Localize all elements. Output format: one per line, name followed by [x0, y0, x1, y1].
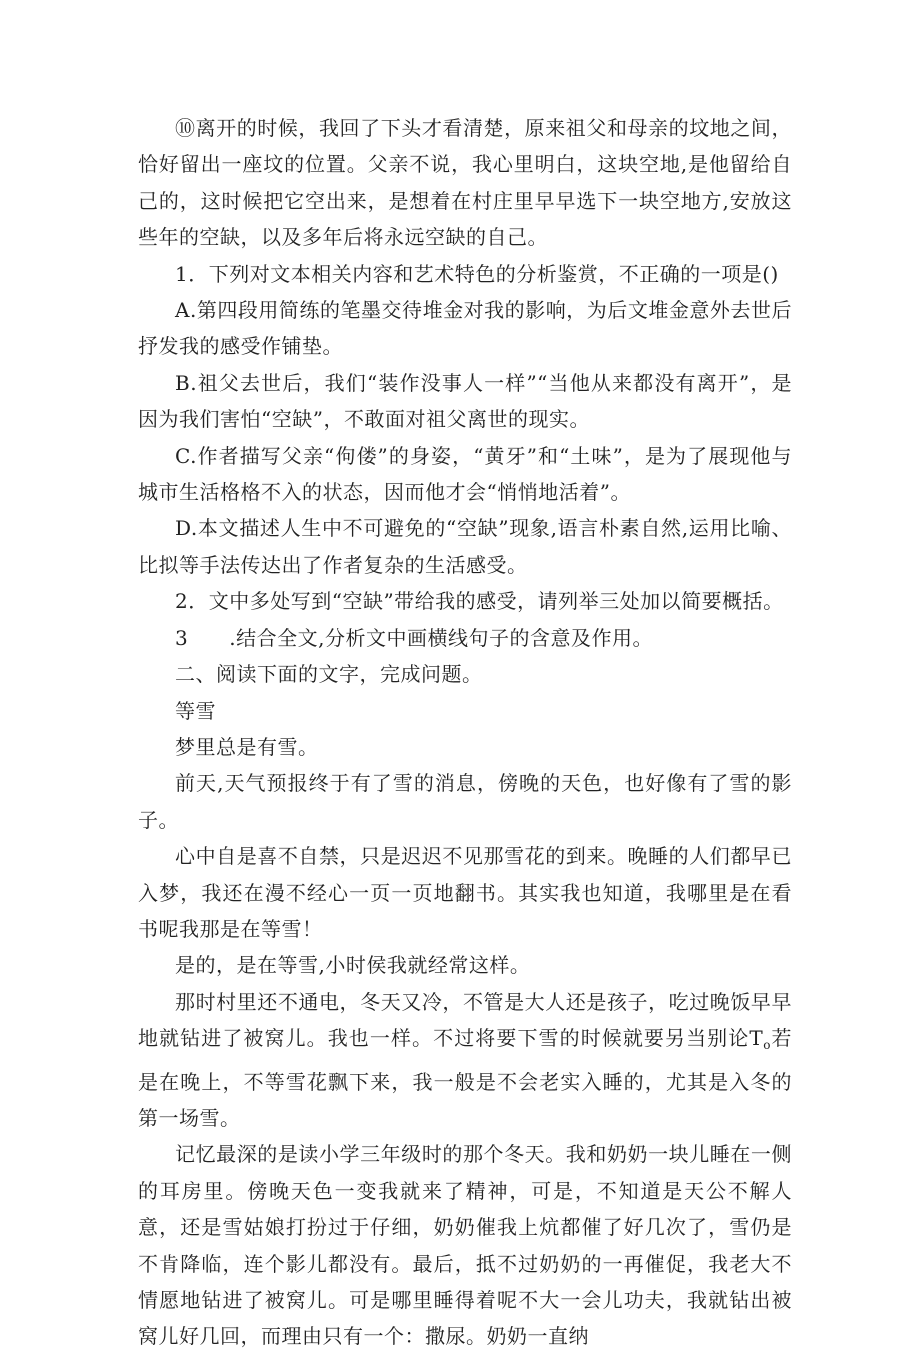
- essay-paragraph: 前天,天气预报终于有了雪的消息，傍晚的天色，也好像有了雪的影子。: [138, 771, 792, 832]
- essay-paragraph: 记忆最深的是读小学三年级时的那个冬天。我和奶奶一块儿睡在一侧的耳房里。傍晚天色一变我就来了精神，可是，不知道是天公不解人意，还是雪姑娘打扮过于仔细，奶奶催我上炕都催了好几次了，雪仍是不肯降临，连个影儿都没有。最后，抵不过奶奶的一再催促，我老大不情愿地钻进了被窝儿。可是哪里睡得着呢不大一会儿功夫，我就钻出被窝儿好几回，而理由只有一个：撒尿。奶奶一直纳: [138, 1142, 792, 1349]
- option-d: D.本文描述人生中不可避免的“空缺”现象,语言朴素自然,运用比喻、比拟等手法传达出了作者复杂的生活感受。: [138, 516, 792, 577]
- essay-title: 等雪: [175, 698, 216, 723]
- option-b: B.祖父去世后，我们“装作没事人一样”“当他从来都没有离开”，是因为我们害怕“空缺”，不敢面对祖父离世的现实。: [138, 370, 792, 432]
- text-run: 那时村里还不通电，冬天又冷，不管是大人还是孩子，吃过晚饭早早地就钻进了被窝儿。我也一样。不过将要下雪的时候就要另当别论: [138, 989, 792, 1051]
- paragraph-10: ⑩离开的时候，我回了下头才看清楚，原来祖父和母亲的坟地之间，恰好留出一座坟的位置。父亲不说，我心里明白，这块空地,是他留给自己的，这时候把它空出来，是想着在村庄里早早选下一块空地方,安放这些年的空缺，以及多年后将永远空缺的自己。: [138, 116, 792, 250]
- ocr-artifact-subscript: o: [763, 1038, 771, 1053]
- essay-paragraph: 梦里总是有雪。: [175, 734, 319, 759]
- document-page: [138, 110, 792, 1355]
- question-2: 2．文中多处写到“空缺”带给我的感受，请列举三处加以简要概括。: [175, 589, 784, 614]
- option-c: C.作者描写父亲“佝偻”的身姿，“黄牙”和“土味”，是为了展现他与城市生活格格不入的状态，因而他才会“悄悄地活着”。: [138, 443, 792, 505]
- question-1: 1．下列对文本相关内容和艺术特色的分析鉴赏，不正确的一项是(): [175, 261, 779, 286]
- option-a: A.第四段用简练的笔墨交待堆金对我的影响，为后文堆金意外去世后抒发我的感受作铺垫。: [138, 298, 792, 359]
- essay-paragraph: 心中自是喜不自禁，只是迟迟不见那雪花的到来。晚睡的人们都早已入梦，我还在漫不经心一页一页地翻书。其实我也知道，我哪里是在看书呢我那是在等雪！: [138, 844, 792, 941]
- question-3: 3 .结合全文,分析文中画横线句子的含意及作用。: [175, 625, 653, 650]
- section-heading: 二、阅读下面的文字，完成问题。: [175, 662, 483, 687]
- essay-paragraph: 是的，是在等雪,小时侯我就经常这样。: [175, 953, 531, 978]
- text-run: 若是在晚上，不等雪花飘下来，我一般是不会老实入睡的，尤其是入冬的第一场雪。: [138, 1026, 793, 1130]
- essay-paragraph: [138, 984, 792, 1137]
- ocr-artifact-letter: T: [749, 1026, 764, 1051]
